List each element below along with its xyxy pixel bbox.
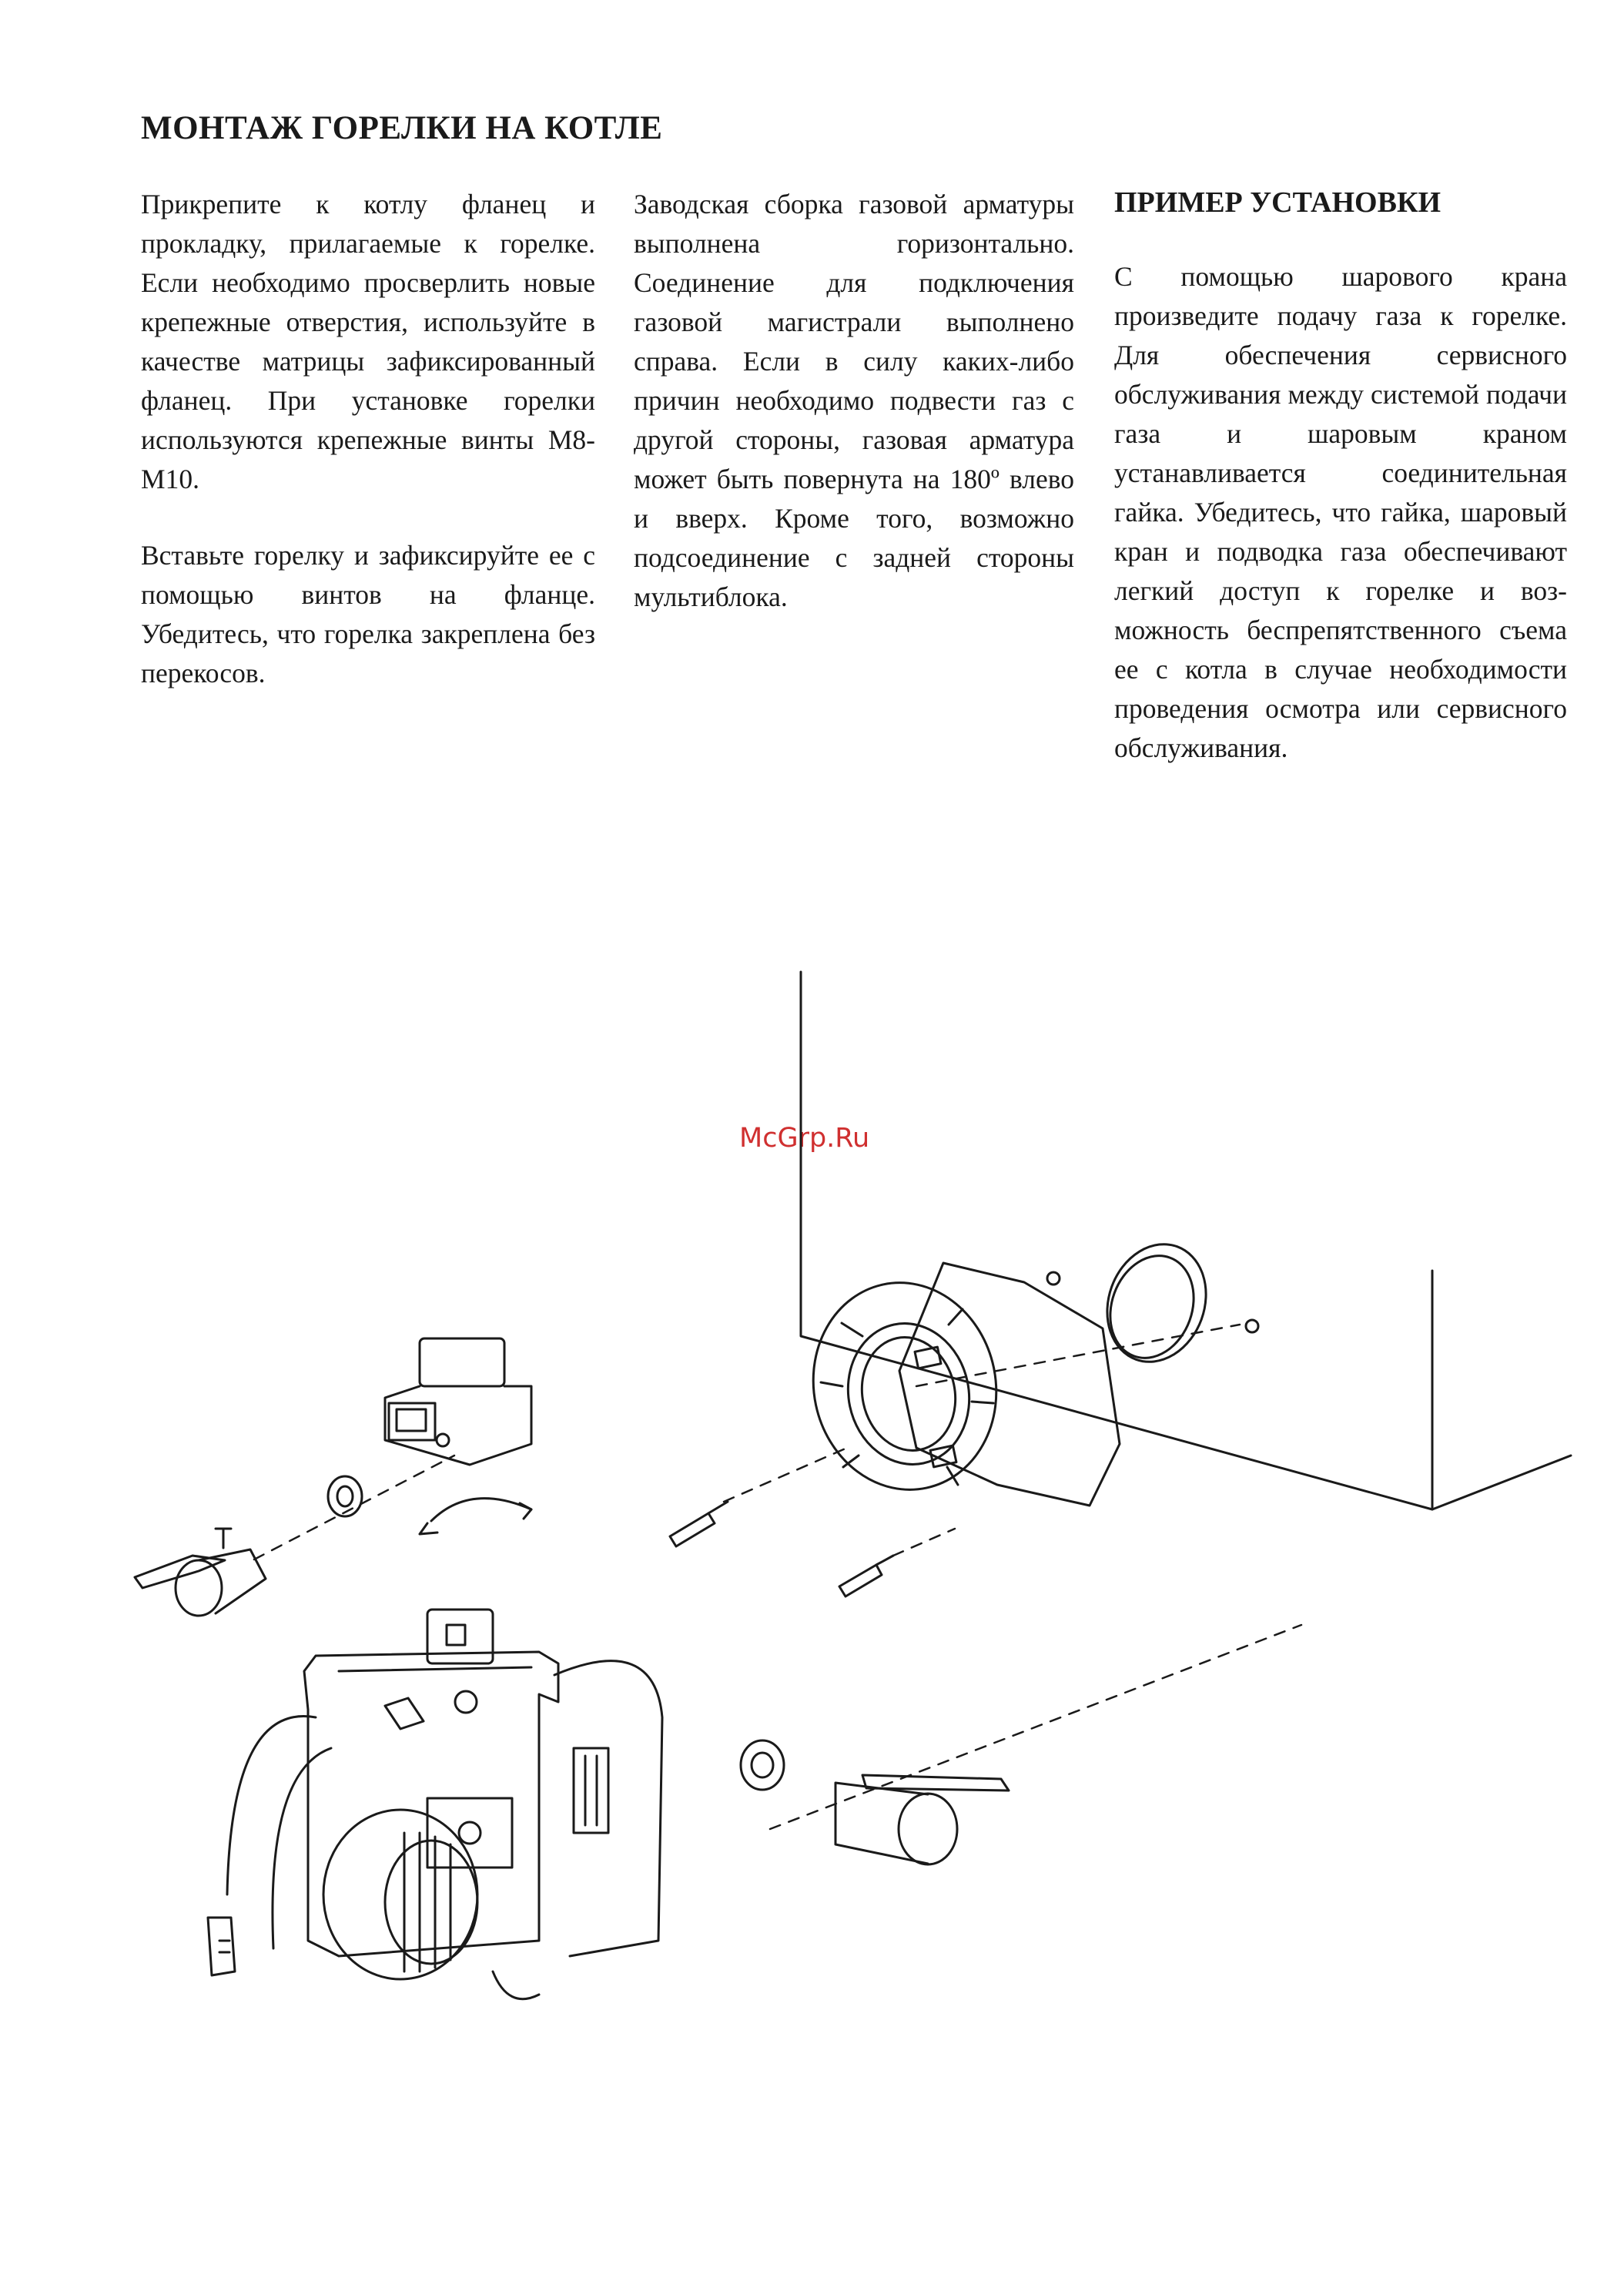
column-2 [634,185,1074,654]
gasket [1047,1230,1258,1375]
ball-valve-right [835,1775,1009,1864]
column-3 [1114,185,1567,805]
watermark: McGrp.Ru [739,1123,870,1154]
paragraph-insert-burner: Вставьте горелку и зафиксируйте ее с помощью винтов на фланце. Убедитесь, что горелка закреплена без перекосов. [141,540,595,688]
paragraph-ball-valve: С помощью шарового крана произведите подачу газа к горелке. Для обеспечения сервисного обслуживания между системой подачи газа и шаровым краном устанавливается соединительная гайка. Убедитесь, что гайка, шаровый кран и подводка газа обеспечивают легкий доступ к горелке и возможность беспрепятственного съема ее с котла в случае необходимости проведения осмотра или сервисного обслуживания. [1114,261,1567,763]
flange [795,1263,1120,1507]
gas-multiblock [385,1338,531,1465]
section-heading-installation-example: ПРИМЕР УСТАНОВКИ [1114,186,1442,219]
boiler-wall [801,972,1571,1509]
column-1 [141,185,595,730]
page-title: МОНТАЖ ГОРЕЛКИ НА КОТЛЕ [141,110,663,146]
fixing-screws [670,1502,893,1596]
paragraph-gas-fitting: Заводская сборка газовой арматуры выполнена горизонтально. Соединение для подключения газовой магистрали выполнено справа. Если в силу каких-либо причин необходимо подвести газ с другой стороны, газовая арматура может быть повернута на 180º влево и вверх. Кроме того, возможно подсоединение с задней стороны мультиблока. [634,189,1074,612]
ball-valve-left [135,1529,266,1616]
paragraph-flange-mounting: Прикрепите к котлу фланец и прокладку, прилагаемые к горелке. Если необходимо просверлить новые крепежные отверстия, используйте в качестве матрицы зафиксированный фланец. При установке горелки используются крепежные винты М8-М10. [141,189,595,494]
burner [208,1610,662,1999]
installation-diagram [0,955,1624,2280]
rotation-arrow [420,1499,531,1534]
assembly-axis-lines [254,1325,1301,1829]
